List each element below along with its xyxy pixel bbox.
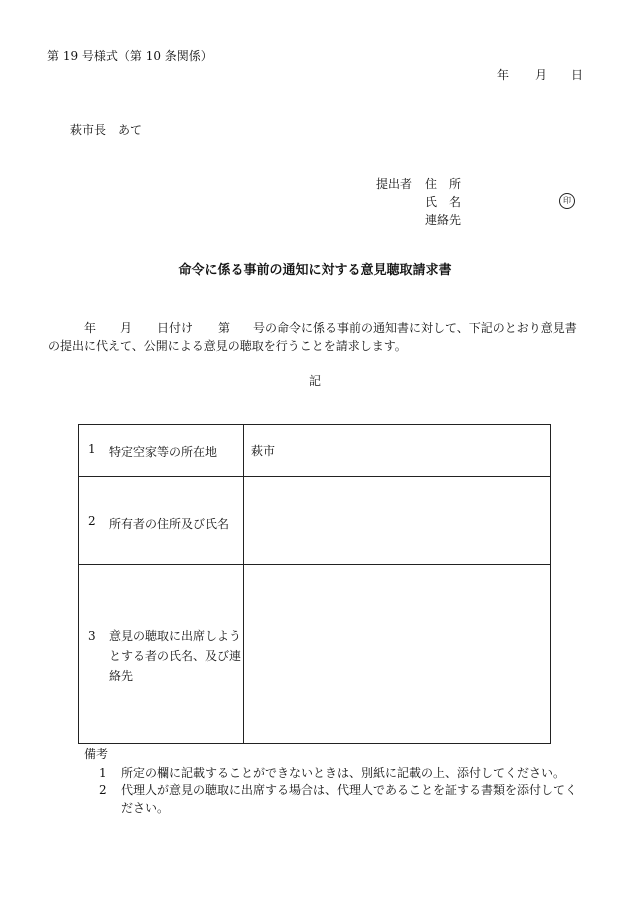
body-line-2: の提出に代えて、公開による意見の聴取を行うことを請求します。 — [48, 339, 407, 353]
row-3-number: 3 — [88, 629, 96, 643]
body-month: 月 — [120, 321, 133, 335]
table-row-separator — [79, 564, 550, 565]
remarks-title: 備考 — [84, 747, 109, 761]
submitter-name-label: 氏 名 — [425, 195, 462, 209]
request-table — [78, 424, 551, 744]
row-1-label: 特定空家等の所在地 — [109, 445, 218, 459]
addressee: 萩市長 あて — [70, 123, 143, 137]
table-column-divider — [243, 425, 244, 743]
submitter-label: 提出者 — [376, 177, 413, 191]
document-title: 命令に係る事前の通知に対する意見聴取請求書 — [178, 263, 452, 278]
ki-label: 記 — [308, 374, 321, 388]
remark-2-text-continued: ださい。 — [121, 801, 170, 815]
body-number-prefix: 第 — [218, 321, 231, 335]
remark-1-text: 所定の欄に記載することができないときは、別紙に記載の上、添付してください。 — [121, 766, 566, 780]
date-year-label: 年 — [497, 68, 510, 82]
remark-2-number: 2 — [99, 783, 107, 797]
remark-1-number: 1 — [99, 766, 107, 780]
body-line-1-text: 号の命令に係る事前の通知書に対して、下記のとおり意見書 — [253, 321, 577, 335]
date-month-label: 月 — [535, 68, 548, 82]
row-2-number: 2 — [88, 514, 96, 528]
body-year: 年 — [84, 321, 97, 335]
row-1-value-field[interactable]: 萩市 — [251, 444, 276, 458]
body-date-suffix: 日付け — [157, 321, 194, 335]
remark-2-text: 代理人が意見の聴取に出席する場合は、代理人であることを証する書類を添付してく — [121, 783, 578, 797]
form-number: 第 19 号様式（第 10 条関係） — [47, 49, 213, 63]
submitter-address-label: 住 所 — [425, 177, 462, 191]
table-row-separator — [79, 476, 550, 477]
row-1-number: 1 — [88, 442, 96, 456]
row-3-label: 意見の聴取に出席しようとする者の氏名、及び連絡先 — [109, 629, 242, 683]
submitter-contact-label: 連絡先 — [425, 213, 462, 227]
date-day-label: 日 — [571, 68, 584, 82]
row-2-label: 所有者の住所及び氏名 — [109, 517, 230, 531]
seal-mark: 印 — [559, 193, 575, 209]
